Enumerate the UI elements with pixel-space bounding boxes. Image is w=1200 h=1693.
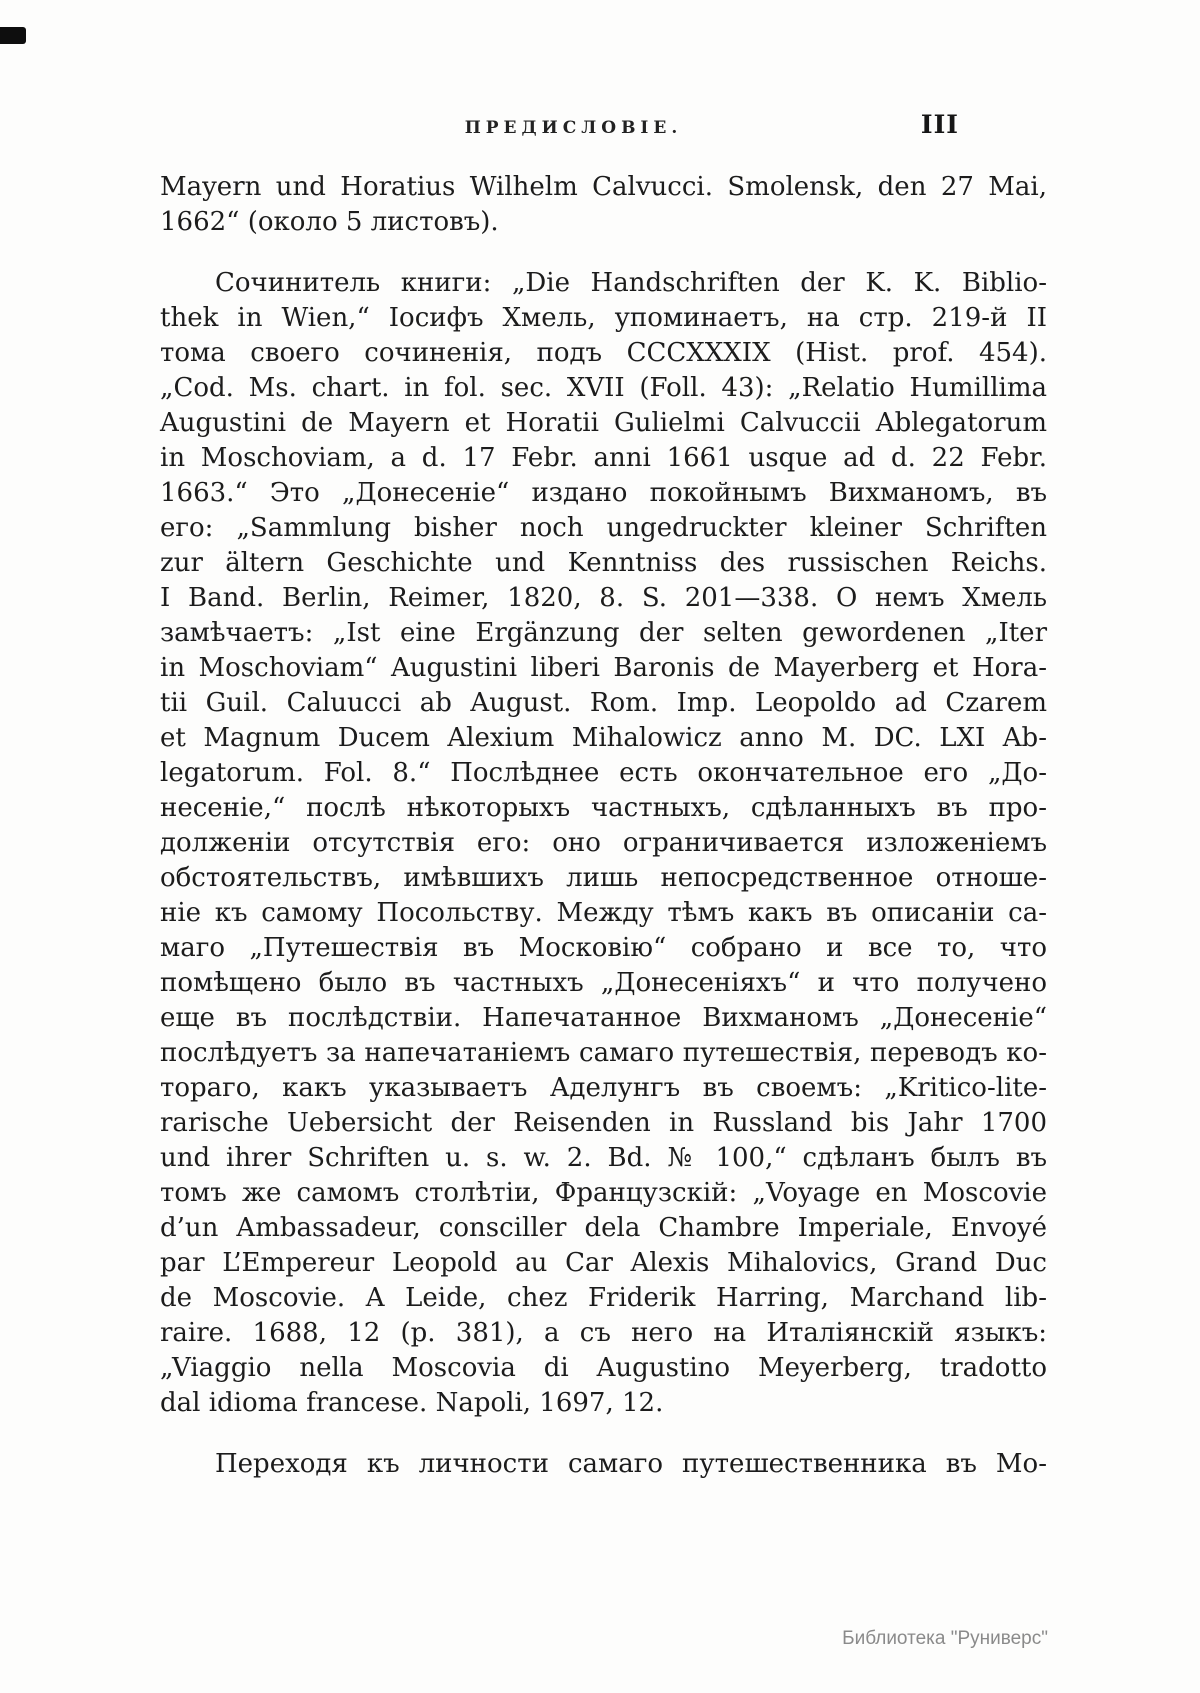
text-line: Augustini de Mayern et Horatii Gulielmi Calvuccii Ablegatorum [160,408,1047,438]
text-line: „Cod. Ms. chart. in fol. sec. XVII (Foll. 43): „Relatio Humillima [160,373,1047,403]
library-watermark: Библиотека "Руниверс" [842,1628,1048,1649]
text-line: маго „Путешествія въ Московію“ собрано и все то, что [160,933,1047,963]
text-line: zur ältern Geschichte und Kenntniss des russischen Reichs. [160,548,1047,578]
text-line: par L’Empereur Leopold au Car Alexis Mihalovics, Grand Duc [160,1248,1047,1278]
text-line: Переходя къ личности самаго путешественника въ Мо- [215,1449,1047,1479]
text-line: in Moschoviam, a d. 17 Febr. anni 1661 usque ad d. 22 Febr. [160,443,1047,473]
page-header [160,110,1047,144]
text-line: послѣдуетъ за напечатаніемъ самаго путешествія, переводъ ко- [160,1038,1047,1068]
text-line: 1663.“ Это „Донесеніе“ издано покойнымъ Вихманомъ, въ [160,478,1047,508]
text-line: in Moschoviam“ Augustini liberi Baronis de Mayerberg et Hora- [160,653,1047,683]
text-line: d’un Ambassadeur, consciller dela Chambre Imperiale, Envoyé [160,1213,1047,1243]
text-line: обстоятельствъ, имѣвшихъ лишь непосредственное отноше- [160,863,1047,893]
text-line: tii Guil. Caluucci ab August. Rom. Imp. Leopoldo ad Czarem [160,688,1047,718]
text-line: legatorum. Fol. 8.“ Послѣднее есть окончательное его „До- [160,758,1047,788]
text-line: замѣчаетъ: „Ist eine Ergänzung der selten gewordenen „Iter [160,618,1047,648]
text-line: rarische Uebersicht der Reisenden in Russland bis Jahr 1700 [160,1108,1047,1138]
text-line: несеніе,“ послѣ нѣкоторыхъ частныхъ, сдѣланныхъ въ про- [160,793,1047,823]
text-line: et Magnum Ducem Alexium Mihalowicz anno M. DC. LXI Ab- [160,723,1047,753]
scan-artifact [0,27,26,44]
text-line: I Band. Berlin, Reimer, 1820, 8. S. 201—338. О немъ Хмель [160,583,1047,613]
text-line: ніе къ самому Посольству. Между тѣмъ какъ въ описаніи са- [160,898,1047,928]
text-line: 1662“ (около 5 листовъ). [160,207,499,237]
page-title: ПРЕДИСЛОВІЕ. [464,118,683,138]
text-line: тома своего сочиненія, подъ CCCXXXIX (Hist. prof. 454). [160,338,1047,368]
text-line: raire. 1688, 12 (p. 381), а съ него на Италіянскій языкъ: [160,1318,1047,1348]
paragraph [160,1447,1047,1482]
page-number: III [920,110,959,139]
text-line: его: „Sammlung bisher noch ungedruckter kleiner Schriften [160,513,1047,543]
text-block [160,170,1047,1482]
text-line: Mayern und Horatius Wilhelm Calvucci. Smolensk, den 27 Mai, [160,172,1047,202]
paragraph [160,170,1047,240]
text-line: und ihrer Schriften u. s. w. 2. Bd. № 100,“ сдѣланъ былъ въ [160,1143,1047,1173]
text-line: еще въ послѣдствіи. Напечатанное Вихманомъ „Донесеніе“ [160,1003,1047,1033]
text-line: dal idioma francese. Napoli, 1697, 12. [160,1388,664,1418]
text-line: томъ же самомъ столѣтіи, Французскій: „Voyage en Moscovie [160,1178,1047,1208]
text-line: помѣщено было въ частныхъ „Донесеніяхъ“ и что получено [160,968,1047,998]
text-line: Сочинитель книги: „Die Handschriften der K. K. Biblio- [215,268,1047,298]
text-line: de Moscovie. A Leide, chez Friderik Harring, Marchand lib- [160,1283,1047,1313]
text-line: долженіи отсутствія его: оно ограничивается изложеніемъ [160,828,1047,858]
paragraph [160,266,1047,1421]
text-line: тораго, какъ указываетъ Аделунгъ въ своемъ: „Kritico-lite- [160,1073,1047,1103]
text-line: „Viaggio nella Moscovia di Augustino Meyerberg, tradotto [160,1353,1047,1383]
text-line: thek in Wien,“ Іосифъ Хмель, упоминаетъ, на стр. 219-й II [160,303,1047,333]
